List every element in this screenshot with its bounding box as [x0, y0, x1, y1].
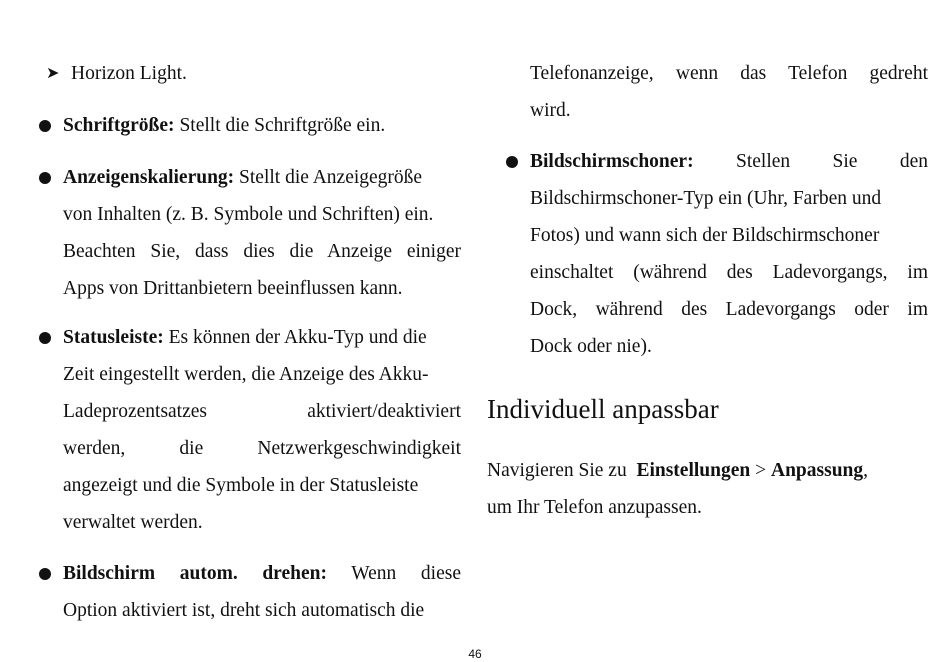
- text-line: angezeigt und die Symbole in der Statusleiste: [63, 475, 419, 496]
- text-line: Beachten Sie, dass dies die Anzeige einiger: [63, 241, 461, 262]
- term: Bildschirmschoner:: [530, 151, 694, 172]
- text-line: Fotos) und wann sich der Bildschirmschoner: [530, 225, 880, 246]
- desc: Stellt die Anzeigegröße: [239, 167, 423, 188]
- menu-path-settings: Einstellungen: [636, 460, 751, 481]
- bullet-bildschirm-drehen: [63, 562, 461, 586]
- bullet-icon: [39, 332, 51, 344]
- text-line: Telefonanzeige, wenn das Telefon gedreht: [530, 63, 928, 84]
- sub-bullet-text: Horizon Light.: [71, 63, 187, 84]
- paragraph-line: [487, 459, 868, 483]
- text-line: werden, die Netzwerkgeschwindigkeit: [63, 438, 461, 459]
- menu-path-customization: Anpassung: [771, 460, 864, 481]
- bullet-anzeigenskalierung: [63, 166, 422, 190]
- text-line: Bildschirmschoner-Typ ein (Uhr, Farben und: [530, 188, 882, 209]
- bullet-icon: [506, 156, 518, 168]
- term: Anzeigenskalierung:: [63, 167, 235, 188]
- text-line: Dock oder nie).: [530, 336, 652, 357]
- bullet-icon: [39, 120, 51, 132]
- desc: Stellt die Schriftgröße ein.: [179, 115, 386, 136]
- bullet-icon: [39, 172, 51, 184]
- desc: Es können der Akku-Typ und die: [168, 327, 427, 348]
- arrow-bullet-icon: ➤: [46, 65, 60, 82]
- bullet-statusleiste: [63, 326, 427, 350]
- text-line: von Inhalten (z. B. Symbole und Schriften) ein.: [63, 204, 434, 225]
- text-line: Apps von Drittanbietern beeinflussen kann.: [63, 278, 403, 299]
- desc: Wenn diese: [351, 563, 461, 584]
- text-line: verwaltet werden.: [63, 512, 203, 533]
- text: Navigieren Sie zu: [487, 460, 627, 481]
- page-number: 46: [468, 647, 482, 661]
- text-line: Zeit eingestellt werden, die Anzeige des Akku-: [63, 364, 429, 385]
- path-separator: >: [755, 460, 767, 481]
- text-line: Dock, während des Ladevorgangs oder im: [530, 299, 928, 320]
- section-heading: Individuell anpassbar: [487, 394, 719, 424]
- bullet-bildschirmschoner: [530, 150, 928, 174]
- desc: Stellen Sie den: [735, 151, 928, 172]
- term: Schriftgröße:: [63, 115, 175, 136]
- bullet-icon: [39, 568, 51, 580]
- text-line: einschaltet (während des Ladevorgangs, im: [530, 262, 928, 283]
- paragraph-line: um Ihr Telefon anzupassen.: [487, 497, 702, 518]
- term: Bildschirm autom. drehen:: [63, 563, 327, 584]
- text-line: wird.: [530, 100, 571, 121]
- comma: ,: [863, 460, 869, 481]
- bullet-schriftgroesse: [63, 114, 385, 138]
- text-line: Option aktiviert ist, dreht sich automatisch die: [63, 600, 425, 621]
- term: Statusleiste:: [63, 327, 164, 348]
- text-line: Ladeprozentsatzes aktiviert/deaktiviert: [63, 401, 461, 422]
